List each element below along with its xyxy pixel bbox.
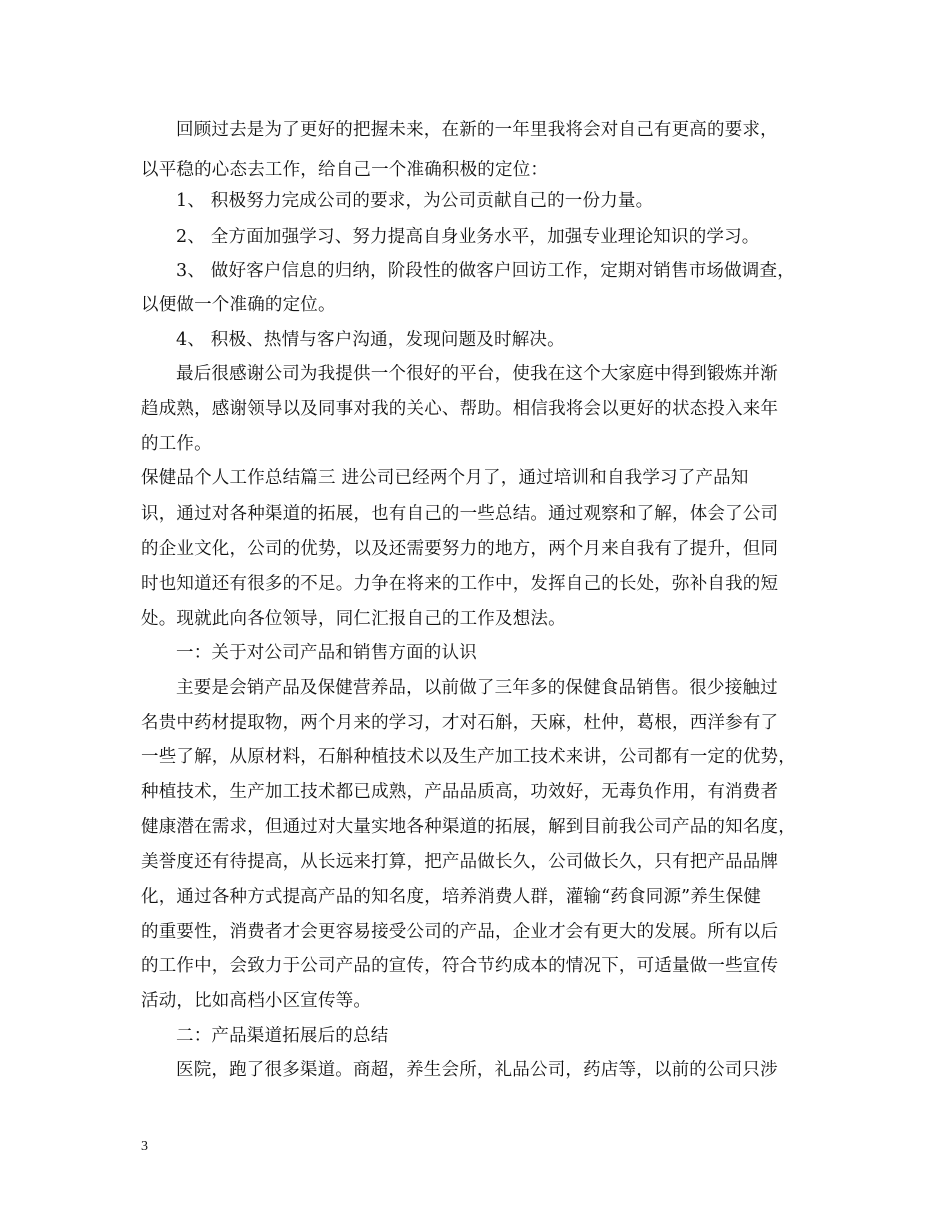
text-line: 时也知道还有很多的不足。力争在将来的工作中，发挥自己的长处，弥补自我的短 bbox=[141, 574, 779, 594]
text-line: 的重要性，消费者才会更容易接受公司的产品，企业才会有更大的发展。所有以后 bbox=[141, 922, 779, 942]
text-line: 活动，比如高档小区宣传等。 bbox=[141, 991, 372, 1011]
text-line: 化，通过各种方式提高产品的知名度，培养消费人群，灌输“药食同源”养生保健 bbox=[141, 887, 762, 907]
subheading: 二：产品渠道拓展后的总结 bbox=[176, 1026, 389, 1046]
list-item-1: 1、 积极努力完成公司的要求，为公司贡献自己的一份力量。 bbox=[176, 191, 654, 211]
subheading: 一：关于对公司产品和销售方面的认识 bbox=[176, 643, 477, 663]
text-line: 的工作。 bbox=[141, 434, 212, 454]
page-number: 3 bbox=[141, 1139, 148, 1154]
text-line: 识，通过对各种渠道的拓展，也有自己的一些总结。通过观察和了解，体会了公司 bbox=[141, 504, 779, 524]
text-line: 回顾过去是为了更好的把握未来，在新的一年里我将会对自己有更高的要求， bbox=[176, 120, 778, 140]
text-line: 美誉度还有待提高，从长远来打算，把产品做长久，公司做长久，只有把产品品牌 bbox=[141, 852, 779, 872]
text-line: 名贵中药材提取物，两个月来的学习，才对石斛，天麻，杜仲，葛根，西洋参有了 bbox=[141, 713, 779, 733]
list-item-3: 3、 做好客户信息的归纳，阶段性的做客户回访工作，定期对销售市场做调查， bbox=[176, 261, 795, 281]
text-line: 种植技术，生产加工技术都已成熟，产品品质高，功效好，无毒负作用，有消费者 bbox=[141, 782, 779, 802]
text-line: 趋成熟，感谢领导以及同事对我的关心、帮助。相信我将会以更好的状态投入来年 bbox=[141, 399, 779, 419]
text-line: 医院，跑了很多渠道。商超，养生会所，礼品公司，药店等，以前的公司只涉 bbox=[176, 1060, 778, 1080]
text-line: 的企业文化，公司的优势，以及还需要努力的地方，两个月来自我有了提升，但同 bbox=[141, 539, 779, 559]
text-line: 最后很感谢公司为我提供一个很好的平台，使我在这个大家庭中得到锻炼并渐 bbox=[176, 364, 778, 384]
text-line: 处。现就此向各位领导，同仁汇报自己的工作及想法。 bbox=[141, 609, 566, 629]
list-item-4: 4、 积极、热情与客户沟通，发现问题及时解决。 bbox=[176, 330, 565, 350]
text-line: 健康潜在需求，但通过对大量实地各种渠道的拓展，解到目前我公司产品的知名度， bbox=[141, 817, 796, 837]
section-heading-inline: 保健品个人工作总结篇三 进公司已经两个月了，通过培训和自我学习了产品知 bbox=[141, 468, 749, 488]
text-line: 主要是会销产品及保健营养品，以前做了三年多的保健食品销售。很少接触过 bbox=[176, 678, 778, 698]
text-line: 的工作中，会致力于公司产品的宣传，符合节约成本的情况下，可适量做一些宣传 bbox=[141, 956, 779, 976]
text-line: 一些了解，从原材料，石斛种植技术以及生产加工技术来讲，公司都有一定的优势， bbox=[141, 747, 796, 767]
text-line: 以平稳的心态去工作，给自己一个准确积极的定位： bbox=[141, 160, 549, 180]
text-line: 以便做一个准确的定位。 bbox=[141, 295, 336, 315]
list-item-2: 2、 全方面加强学习、努力提高自身业务水平，加强专业理论知识的学习。 bbox=[176, 227, 760, 247]
